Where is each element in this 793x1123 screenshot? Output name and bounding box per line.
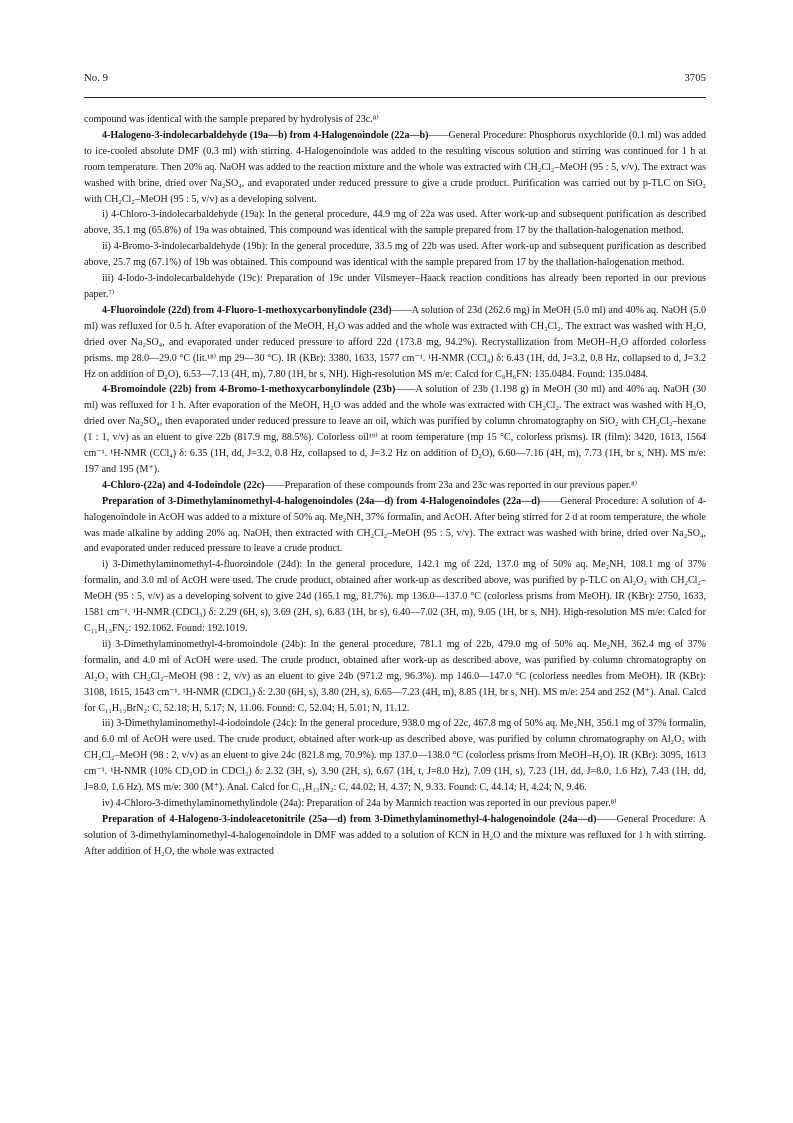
section-heading: Preparation of 3-Dimethylaminomethyl-4-halogenoindoles (24a—d) from 4-Halogenoindoles (22a—d) (102, 495, 541, 507)
section-heading: 4-Fluoroindole (22d) from 4-Fluoro-1-methoxycarbonylindole (23d) (102, 304, 392, 316)
paragraph (84, 303, 706, 383)
paragraph: iv) 4-Chloro-3-dimethylaminomethylindole (24a): Preparation of 24a by Mannich reaction was reported in our previous paper.⁸⁾ (102, 797, 617, 809)
section-heading: 4-Bromoindole (22b) from 4-Bromo-1-methoxycarbonylindole (23b) (102, 384, 396, 396)
article-body (84, 112, 706, 860)
paragraph: compound was identical with the sample prepared by hydrolysis of 23c.⁸⁾ (84, 114, 379, 125)
paragraph-text: ——General Procedure: A solution of 3-dimethylaminomethyl-4-halogenoindole in DMF was added to a solution of KCN in H₂O and the mixture was refluxed for 1 h with stirring. After addition of H₂O, the whole was extracted (84, 813, 706, 857)
paragraph: iii) 3-Dimethylaminomethyl-4-iodoindole (24c): In the general procedure, 938.0 mg of 22c, 467.8 mg of 50% aq. Me₂NH, 356.1 mg of 37% formalin, and 6.0 ml of AcOH were used. The crude product, obtained after work-up as described above, was purified by column chromatography on Al₂O₃ with CH₂Cl₂–MeOH (98 : 2, v/v) as an eluent to give 24c (821.8 mg, 70.9%). mp 137.0—138.0 °C (colorless prisms from MeOH–H₂O). IR (KBr): 3095, 1613 cm⁻¹. ¹H-NMR (10% CD₃OD in CDCl₃) δ: 2.32 (3H, s), 3.90 (2H, s), 6.67 (1H, t, J=8.0 Hz), 7.09 (1H, s), 7.23 (1H, dd, J=8.0, 1.6 Hz), 7.43 (1H, dd, J=8.0, 1.6 Hz). MS m/e: 300 (M⁺). Anal. Calcd for C₁₁H₁₃IN₂: C, 44.02; H, 4.37; N, 9.33. Found: C, 44.14; H, 4.24; N, 9.46. (84, 718, 706, 794)
section-heading: 4-Halogeno-3-indolecarbaldehyde (19a—b) from 4-Halogenoindole (22a—b) (102, 129, 429, 141)
paragraph: iii) 4-Iodo-3-indolecarbaldehyde (19c): Preparation of 19c under Vilsmeyer–Haack reaction conditions has already been reported in our previous paper.⁷⁾ (84, 273, 706, 300)
section-heading: Preparation of 4-Halogeno-3-indoleacetonitrile (25a—d) from 3-Dimethylaminomethyl-4-halogenoindole (24a—d) (102, 813, 597, 825)
header-rule (84, 97, 706, 98)
paragraph: ii) 3-Dimethylaminomethyl-4-bromoindole (24b): In the general procedure, 781.1 mg of 22b, 479.0 mg of 50% aq. Me₂NH, 362.4 mg of 37% formalin, and 4.0 ml of AcOH were used. The crude product, obtained after work-up as described above, was purified by column chromatography on Al₂O₃ with CH₂Cl₂–MeOH (98 : 2, v/v) as an eluent to give 24b (971.2 mg, 96.3%). mp 146.0—147.0 °C (colorless needles from MeOH). IR (KBr): 3108, 1615, 1543 cm⁻¹. ¹H-NMR (CDCl₃) δ: 2.30 (6H, s), 3.80 (2H, s), 6.65—7.23 (4H, m), 8.85 (1H, br s, NH). MS m/e: 254 and 252 (M⁺). Anal. Calcd for C₁₁H₁₃BrN₂: C, 52.18; H, 5.17; N, 11.06. Found: C, 52.04; H, 5.01; N, 11.12. (84, 638, 706, 714)
paragraph: ii) 4-Bromo-3-indolecarbaldehyde (19b): In the general procedure, 33.5 mg of 22b was used. After work-up and subsequent purification as described above, 25.7 mg (67.1%) of 19b was obtained. This compound was identical with the sample prepared from 17 by the thallation-halogenation method. (84, 241, 706, 269)
paragraph-text: ——General Procedure: A solution of 4-halogenoindole in AcOH was added to a mixture of 50% aq. Me₂NH, 37% formalin, and AcOH. After being stirred for 2 d at room temperature, the whole was made alkaline by adding 20% aq. NaOH, then extracted with CH₂Cl₂–MeOH (95 : 5, v/v). The extract was washed with brine, dried over Na₂SO₄, and evaporated under reduced pressure to leave a crude product. (84, 495, 706, 555)
paragraph (84, 382, 706, 477)
paragraph-text: ——A solution of 23b (1.198 g) in MeOH (30 ml) and 40% aq. NaOH (30 ml) was refluxed for 1 h. After evaporation of the MeOH, H₂O was added and the whole was extracted with CH₂Cl₂. The extract was washed with H₂O, dried over Na₂SO₄, then evaporated under reduced pressure to leave an oil, which was purified by column chromatography on SiO₂ with CH₂Cl₂–hexane (1 : 1, v/v) as an eluent to give 22b (817.9 mg, 88.5%). Colorless oil¹⁹⁾ at room temperature (mp 15 °C, colorless prisms). IR (film): 3420, 1613, 1564 cm⁻¹. ¹H-NMR (CCl₄) δ: 6.35 (1H, dd, J=3.2, 0.8 Hz, collapsed to d, J=3.2 Hz on addition of D₂O), 6.60—7.16 (4H, m), 7.73 (1H, br s, NH). MS m/e: 197 and 195 (M⁺). (84, 384, 706, 475)
running-header (84, 72, 706, 88)
section-heading: 4-Chloro-(22a) and 4-Iodoindole (22c) (102, 479, 265, 491)
paragraph: i) 3-Dimethylaminomethyl-4-fluoroindole (24d): In the general procedure, 142.1 mg of 22d, 137.0 mg of 50% aq. Me₂NH, 108.1 mg of 37% formalin, and 3.0 ml of AcOH were used. The crude product, obtained after work-up as described above, was purified by p-TLC on Al₂O₃ with CH₂Cl₂–MeOH (95 : 5, v/v) as a developing solvent to give 24d (165.1 mg, 81.7%). mp 136.0—137.0 °C (colorless prisms from MeOH). IR (KBr): 2750, 1633, 1581 cm⁻¹. ¹H-NMR (CDCl₃) δ: 2.29 (6H, s), 3.69 (2H, s), 6.83 (1H, br s), 6.40—7.02 (3H, m), 9.05 (1H, br s, NH). High-resolution MS m/e: Calcd for C₁₁H₁₃FN₂: 192.1062. Found: 192.1019. (84, 559, 706, 634)
paragraph (84, 478, 706, 494)
paragraph (84, 812, 706, 860)
paragraph (84, 128, 706, 208)
page-number: 3705 (684, 72, 706, 84)
paragraph-text: ——A solution of 23d (262.6 mg) in MeOH (5.0 ml) and 40% aq. NaOH (5.0 ml) was refluxed for 0.5 h. After evaporation of the MeOH, H₂O was added and the whole was extracted with CH₂Cl₂. The extract was washed with H₂O, dried over Na₂SO₄, and evaporated under reduced pressure to afford 22d (173.8 mg, 94.2%). Recrystallization from MeOH–H₂O afforded colorless prisms. mp 28.0—29.0 °C (lit.¹⁸⁾ mp 29—30 °C). IR (KBr): 3380, 1633, 1577 cm⁻¹. ¹H-NMR (CCl₄) δ: 6.43 (1H, dd, J=3.2, 0.8 Hz, collapsed to d, J=3.2 Hz on addition of D₂O), 6.53—7.13 (4H, m), 7.80 (1H, br s, NH). High-resolution MS m/e: Calcd for C₈H₆FN: 135.0484. Found: 135.0484. (84, 304, 706, 380)
paragraph: i) 4-Chloro-3-indolecarbaldehyde (19a): In the general procedure, 44.9 mg of 22a was used. After work-up and subsequent purification as described above, 35.1 mg (65.8%) of 19a was obtained. This compound was identical with the sample prepared from 17 by the thallation-halogenation method. (84, 209, 706, 237)
issue-number: No. 9 (84, 72, 108, 84)
paragraph-text: ——Preparation of these compounds from 23a and 23c was reported in our previous paper.⁸⁾ (264, 479, 638, 491)
paragraph-text: ——General Procedure: Phosphorus oxychloride (0.1 ml) was added to ice-cooled absolute DMF (0.3 ml) with stirring. 4-Halogenoindole was added to the resulting viscous solution and stirring was continued for 1 h at room temperature. Then 20% aq. NaOH was added to the reaction mixture and the whole was extracted with CH₂Cl₂–MeOH (95 : 5, v/v). The extract was washed with brine, dried over Na₂SO₄, and evaporated under reduced pressure to give a crude product. Purification was carried out by p-TLC on SiO₂ with CH₂Cl₂–MeOH (95 : 5, v/v) as a developing solvent. (84, 129, 706, 205)
paragraph (84, 494, 706, 558)
